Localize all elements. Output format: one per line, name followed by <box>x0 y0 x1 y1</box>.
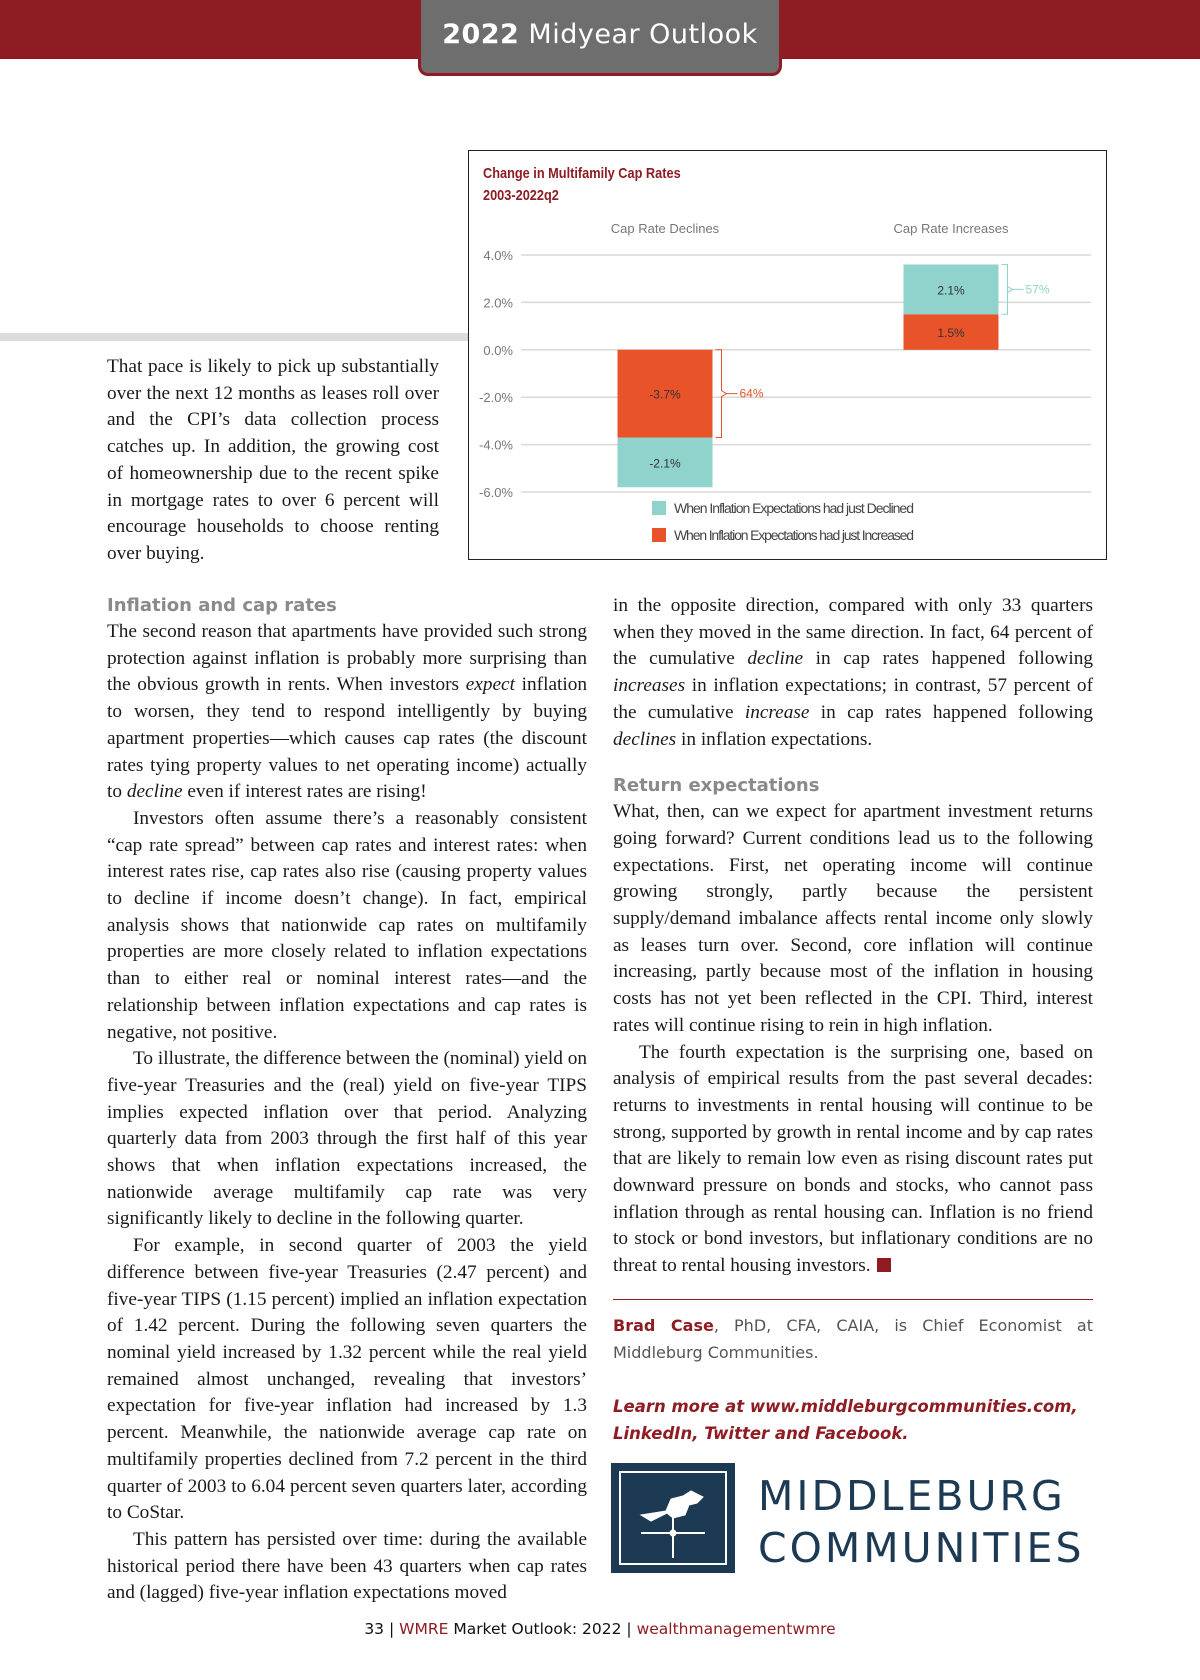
paragraph: This pattern has persisted over time: during the available historical period there have been 43 quarters when cap rates and (lagged) five-year inflation expectations moved <box>107 1528 587 1604</box>
legend-swatch <box>652 501 666 515</box>
section-heading: Inflation and cap rates <box>107 595 337 616</box>
section-heading: Return expectations <box>613 775 820 797</box>
logo-text: MIDDLEBURG COMMUNITIES <box>758 1472 1085 1572</box>
bracket <box>716 350 727 438</box>
paragraph: Investors often assume there’s a reasonably consistent “cap rate spread” between cap rates and interest rates: when interest rates rise, cap rates also rise (causing property values to decline if income doesn’t change). In fact, empirical analysis shows that nationwide cap rates on multifamily properties are more closely related to inflation expectations than to either real or nominal interest rates—and the relationship between inflation expectations and cap rates is negative, not positive. <box>107 807 587 1043</box>
data-label: 1.5% <box>937 326 965 341</box>
data-label: -2.1% <box>649 456 681 471</box>
title-year: 2022 <box>442 19 520 50</box>
author-name: Brad Case <box>613 1316 714 1335</box>
paragraph: To illustrate, the difference between the (nominal) yield on five-year Treasuries and the (real) yield on five-year TIPS implies expected inflation over that period. Analyzing quarterly data from 2003 through the first half of this year shows that when inflation expectations increased, the nationwide average multifamily cap rate was very significantly likely to decline in the following quarter. <box>107 1048 587 1230</box>
annotation-label: 64% <box>739 386 764 401</box>
bracket <box>1002 264 1013 314</box>
intro-text: That pace is likely to pick up substantially over the next 12 months as leases roll over and the CPI’s data collection process catches up. In addition, the growing cost of homeownership due to the recent spike in mortgage rates to over 6 percent will encourage households to choose renting over buying. <box>107 356 439 564</box>
chart-svg <box>469 151 1108 561</box>
y-tick-label: 4.0% <box>483 248 513 263</box>
paragraph: For example, in second quarter of 2003 the yield difference between five-year Treasuries (2.47 percent) and five-year TIPS (1.15 percent) implied an inflation expectation of 1.42 percent. During the following seven quarters the nominal yield increased by 1.32 percent while the real yield remained almost unchanged, revealing that investors’ expectation for five-year inflation had increased by 1.3 percent. Meanwhile, the nationwide average cap rate on multifamily properties declined from 7.2 percent in the third quarter of 2003 to 6.04 percent seven quarters later, according to CoStar. <box>107 1235 587 1524</box>
data-label: -3.7% <box>649 387 681 402</box>
author-bio: Brad Case, PhD, CFA, CAIA, is Chief Economist at Middleburg Communities. <box>613 1316 1093 1362</box>
category-label: Cap Rate Increases <box>893 221 1009 236</box>
divider <box>0 333 468 341</box>
annotation-label: 57% <box>1025 282 1050 297</box>
paragraph: in the opposite direction, compared with only 33 quarters when they moved in the same direction. In fact, 64 percent of the cumulative decline in cap rates happened following increases in inflation expectations; in contrast, 57 percent of the cumulative increase in cap rates happened following declines in inflation expectations. <box>613 595 1093 750</box>
y-tick-label: -4.0% <box>479 437 513 453</box>
left-column <box>107 593 587 1607</box>
chart-title-text: Change in Multifamily Cap Rates <box>483 165 681 182</box>
paragraph: The fourth expectation is the surprising one, based on analysis of empirical results from the past several decades: returns to investments in rental housing will continue to be strong, supported by growth in rental income and by cap rates that are likely to remain low even as rising discount rates put downward pressure on bonds and stocks, who cannot pass inflation through as rental housing can. Inflation is no friend to stock or bond investors, but inflationary conditions are no threat to rental housing investors. <box>613 1041 1093 1277</box>
y-tick-label: -6.0% <box>479 485 513 500</box>
y-tick-label: 2.0% <box>483 295 513 311</box>
right-column <box>613 593 1093 1280</box>
category-label: Cap Rate Declines <box>610 221 720 236</box>
legend-swatch <box>652 528 666 542</box>
legend-label: When Inflation Expectations had just Increased <box>674 527 914 543</box>
divider <box>613 1299 1093 1300</box>
paragraph: What, then, can we expect for apartment investment returns going forward? Current conditions lead us to the following expectations. First, net operating income will continue growing strongly, partly because the persistent supply/demand imbalance affects rental income only slowly as leases turn over. Second, core inflation will continue increasing, partly because most of the inflation in housing costs has not yet been reflected in the CPI. Third, interest rates will continue rising to rein in high inflation. <box>613 801 1093 1036</box>
weathervane-logo-icon <box>611 1463 735 1573</box>
paragraph: The second reason that apartments have provided such strong protection against inflation is probably more surprising than the obvious growth in rents. When investors expect inflation to worsen, they tend to respond intelligently by buying apartment properties—which causes cap rates (the discount rates tying property values to net operating income) actually to decline even if interest rates are rising! <box>107 621 587 803</box>
learn-more-link[interactable]: Learn more at www.middleburgcommunities.com, LinkedIn, Twitter and Facebook. <box>613 1397 1078 1443</box>
intro-paragraph <box>107 354 439 568</box>
y-tick-label: 0.0% <box>483 342 513 358</box>
end-mark-icon <box>877 1258 891 1272</box>
page-title <box>418 0 782 76</box>
chart-subtitle: 2003-2022q2 <box>483 187 559 204</box>
footer: 33 | WMRE Market Outlook: 2022 | wealthmanagementwmre <box>364 1620 836 1638</box>
site-link[interactable]: wealthmanagement <box>636 1620 793 1638</box>
title-text: Midyear Outlook <box>519 19 758 50</box>
legend-label: When Inflation Expectations had just Declined <box>674 500 914 516</box>
chart <box>468 150 1107 560</box>
y-tick-label: -2.0% <box>479 390 513 406</box>
data-label: 2.1% <box>937 283 965 298</box>
